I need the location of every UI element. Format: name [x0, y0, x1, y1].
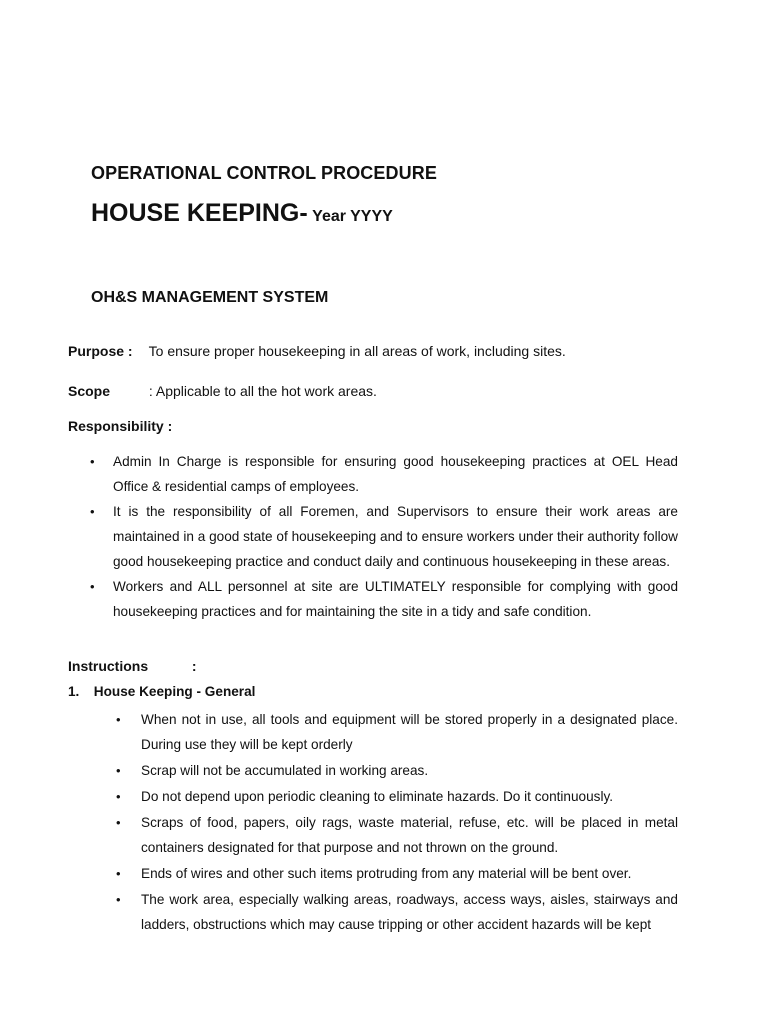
purpose-label: Purpose : [68, 343, 133, 359]
list-item [116, 707, 678, 757]
list-item [90, 499, 678, 574]
bullet-icon: • [116, 866, 121, 881]
bullet-icon: • [116, 712, 121, 727]
list-item-text: Scraps of food, papers, oily rags, waste material, refuse, etc. will be placed in metal containers designated for that purpose and not thrown on the ground. [141, 815, 678, 855]
bullet-icon: • [116, 815, 121, 830]
management-system-heading: OH&S MANAGEMENT SYSTEM [91, 289, 329, 306]
list-item [90, 574, 678, 624]
section-title: House Keeping - General [93, 684, 256, 699]
document-title [91, 199, 393, 228]
scope-row [68, 383, 377, 399]
list-item-text: Ends of wires and other such items protruding from any material will be bent over. [141, 866, 632, 881]
list-item-text: The work area, especially walking areas, roadways, access ways, aisles, stairways and ladders, obstructions which may cause tripping or other accident hazards will be kept [141, 892, 678, 932]
instructions-row [68, 658, 312, 674]
housekeeping-general-list [116, 707, 678, 938]
bullet-icon: • [116, 892, 121, 907]
bullet-icon: • [90, 579, 95, 594]
responsibility-label: Responsibility : [68, 418, 173, 434]
list-item [116, 861, 678, 886]
responsibility-list [90, 449, 678, 624]
title-main: HOUSE KEEPING- [91, 199, 308, 227]
list-item-text: It is the responsibility of all Foremen, and Supervisors to ensure their work areas are maintained in a good state of housekeeping and to ensure workers under their authority follow good housekeeping practice and conduct daily and continuous housekeeping in these areas. [113, 504, 678, 569]
responsibility-row [68, 418, 172, 434]
bullet-icon: • [90, 454, 95, 469]
section-heading-general [68, 684, 255, 699]
list-item-text: Scrap will not be accumulated in working areas. [141, 763, 429, 778]
list-item-text: When not in use, all tools and equipment will be stored properly in a designated place. During use they will be kept orderly [141, 712, 678, 752]
list-item-text: Admin In Charge is responsible for ensuring good housekeeping practices at OEL Head Office & residential camps of employees. [113, 454, 678, 494]
list-item [116, 810, 678, 860]
section-number: 1. [68, 684, 80, 699]
list-item-text: Workers and ALL personnel at site are ULTIMATELY responsible for complying with good housekeeping practices and for maintaining the site in a tidy and safe condition. [113, 579, 678, 619]
list-item [116, 784, 678, 809]
scope-value: : Applicable to all the hot work areas. [148, 383, 377, 399]
list-item [116, 758, 678, 783]
bullet-icon: • [116, 789, 121, 804]
instructions-label: Instructions [68, 658, 149, 674]
purpose-value: To ensure proper housekeeping in all areas of work, including sites. [148, 343, 566, 359]
document-subtitle: OPERATIONAL CONTROL PROCEDURE [91, 163, 437, 183]
bullet-icon: • [90, 504, 95, 519]
purpose-row [68, 343, 566, 359]
instructions-colon: : [191, 658, 197, 674]
list-item-text: Do not depend upon periodic cleaning to eliminate hazards. Do it continuously. [141, 789, 614, 804]
scope-label: Scope [68, 383, 111, 399]
list-item [116, 887, 678, 937]
list-item [90, 449, 678, 499]
bullet-icon: • [116, 763, 121, 778]
title-year: Year YYYY [312, 208, 393, 225]
